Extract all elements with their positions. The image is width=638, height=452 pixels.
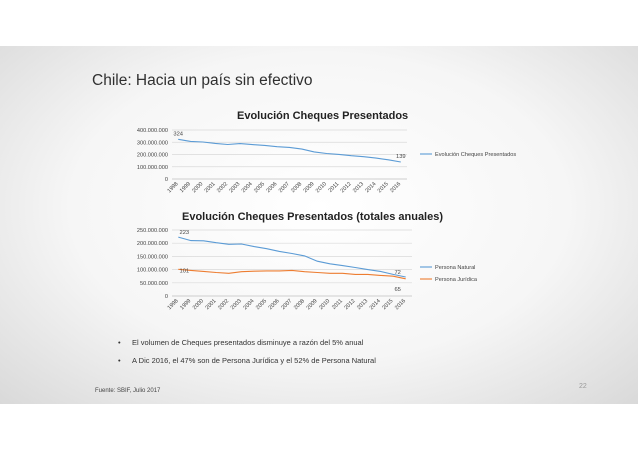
chart2-title: Evolución Cheques Presentados (totales anuales): [182, 211, 444, 223]
bullet-text: El volumen de Cheques presentados disminuye a razón del 5% anual: [132, 338, 364, 347]
x-tick-label: 2016: [394, 298, 408, 312]
x-tick-label: 2004: [242, 298, 256, 312]
x-tick-label: 2011: [331, 298, 344, 311]
legend-label: Persona Jurídica: [435, 277, 477, 283]
legend-label: Persona Natural: [435, 265, 476, 271]
x-tick-label: 2010: [318, 298, 332, 312]
y-tick-label: 250.000.000: [136, 228, 168, 234]
x-tick-label: 1998: [166, 181, 180, 195]
x-tick-label: 2000: [191, 298, 205, 312]
x-tick-label: 2013: [356, 298, 370, 312]
x-tick-label: 2014: [368, 298, 382, 312]
x-tick-label: 2002: [217, 298, 231, 312]
x-tick-label: 2008: [292, 298, 307, 312]
x-tick-label: 2005: [255, 298, 269, 312]
bullet-item: [118, 338, 376, 347]
data-label: 72: [394, 269, 401, 276]
x-tick-label: 2016: [389, 181, 403, 195]
x-tick-label: 2000: [191, 181, 205, 195]
x-tick-label: 2009: [302, 181, 316, 195]
y-tick-label: 100.000.000: [136, 164, 168, 171]
y-tick-label: 400.000.000: [136, 128, 168, 134]
legend-label: Evolución Cheques Presentados: [435, 152, 517, 158]
series-line-2: [178, 269, 405, 279]
series-line-1: [178, 139, 401, 162]
x-tick-label: 2011: [327, 181, 341, 194]
bullet-icon: •: [118, 356, 121, 365]
x-tick-label: 2007: [280, 298, 294, 312]
data-label: 324: [173, 131, 184, 138]
data-label: 139: [395, 153, 406, 160]
data-label: 223: [179, 230, 190, 237]
x-tick-label: 2002: [216, 181, 230, 195]
page-number: 22: [579, 383, 587, 390]
x-tick-label: 2012: [339, 181, 353, 195]
x-tick-label: 2008: [290, 181, 304, 195]
y-tick-label: 300.000.000: [136, 140, 168, 147]
slide-title: Chile: Hacia un país sin efectivo: [92, 72, 313, 89]
x-tick-label: 2005: [253, 181, 267, 195]
x-tick-label: 2001: [204, 298, 218, 312]
x-tick-label: 1999: [179, 298, 193, 312]
x-tick-label: 2010: [314, 181, 329, 195]
chart1-title: Evolución Cheques Presentados: [237, 110, 409, 122]
x-tick-label: 2003: [228, 181, 242, 195]
x-tick-label: 2006: [265, 181, 279, 195]
y-tick-label: 0: [164, 177, 168, 183]
x-tick-label: 2006: [267, 298, 281, 312]
y-tick-label: 50.000.000: [140, 280, 168, 287]
x-tick-label: 2003: [229, 298, 243, 312]
x-tick-label: 2001: [203, 181, 217, 195]
x-tick-label: 1999: [178, 181, 192, 195]
y-tick-label: 150.000.000: [136, 254, 168, 261]
bullet-icon: •: [118, 338, 121, 347]
x-tick-label: 1998: [166, 298, 180, 312]
data-label: 65: [394, 286, 401, 293]
x-tick-label: 2012: [343, 298, 357, 312]
bullet-text: A Dic 2016, el 47% son de Persona Jurídica y el 52% de Persona Natural: [132, 356, 376, 365]
x-tick-label: 2007: [277, 181, 291, 195]
source-note: Fuente: SBIF, Julio 2017: [95, 388, 161, 394]
x-tick-label: 2009: [305, 298, 319, 312]
bullet-item: [118, 356, 376, 365]
y-tick-label: 200.000.000: [136, 152, 168, 159]
x-tick-label: 2004: [240, 181, 254, 195]
y-tick-label: 200.000.000: [136, 241, 168, 248]
x-tick-label: 2014: [364, 181, 378, 195]
bullet-list: [118, 338, 376, 374]
y-tick-label: 0: [164, 294, 168, 300]
y-tick-label: 100.000.000: [136, 267, 168, 274]
x-tick-label: 2015: [381, 298, 395, 312]
slide: [0, 46, 638, 404]
x-tick-label: 2013: [352, 181, 366, 195]
x-tick-label: 2015: [376, 181, 390, 195]
data-label: 101: [179, 268, 190, 275]
